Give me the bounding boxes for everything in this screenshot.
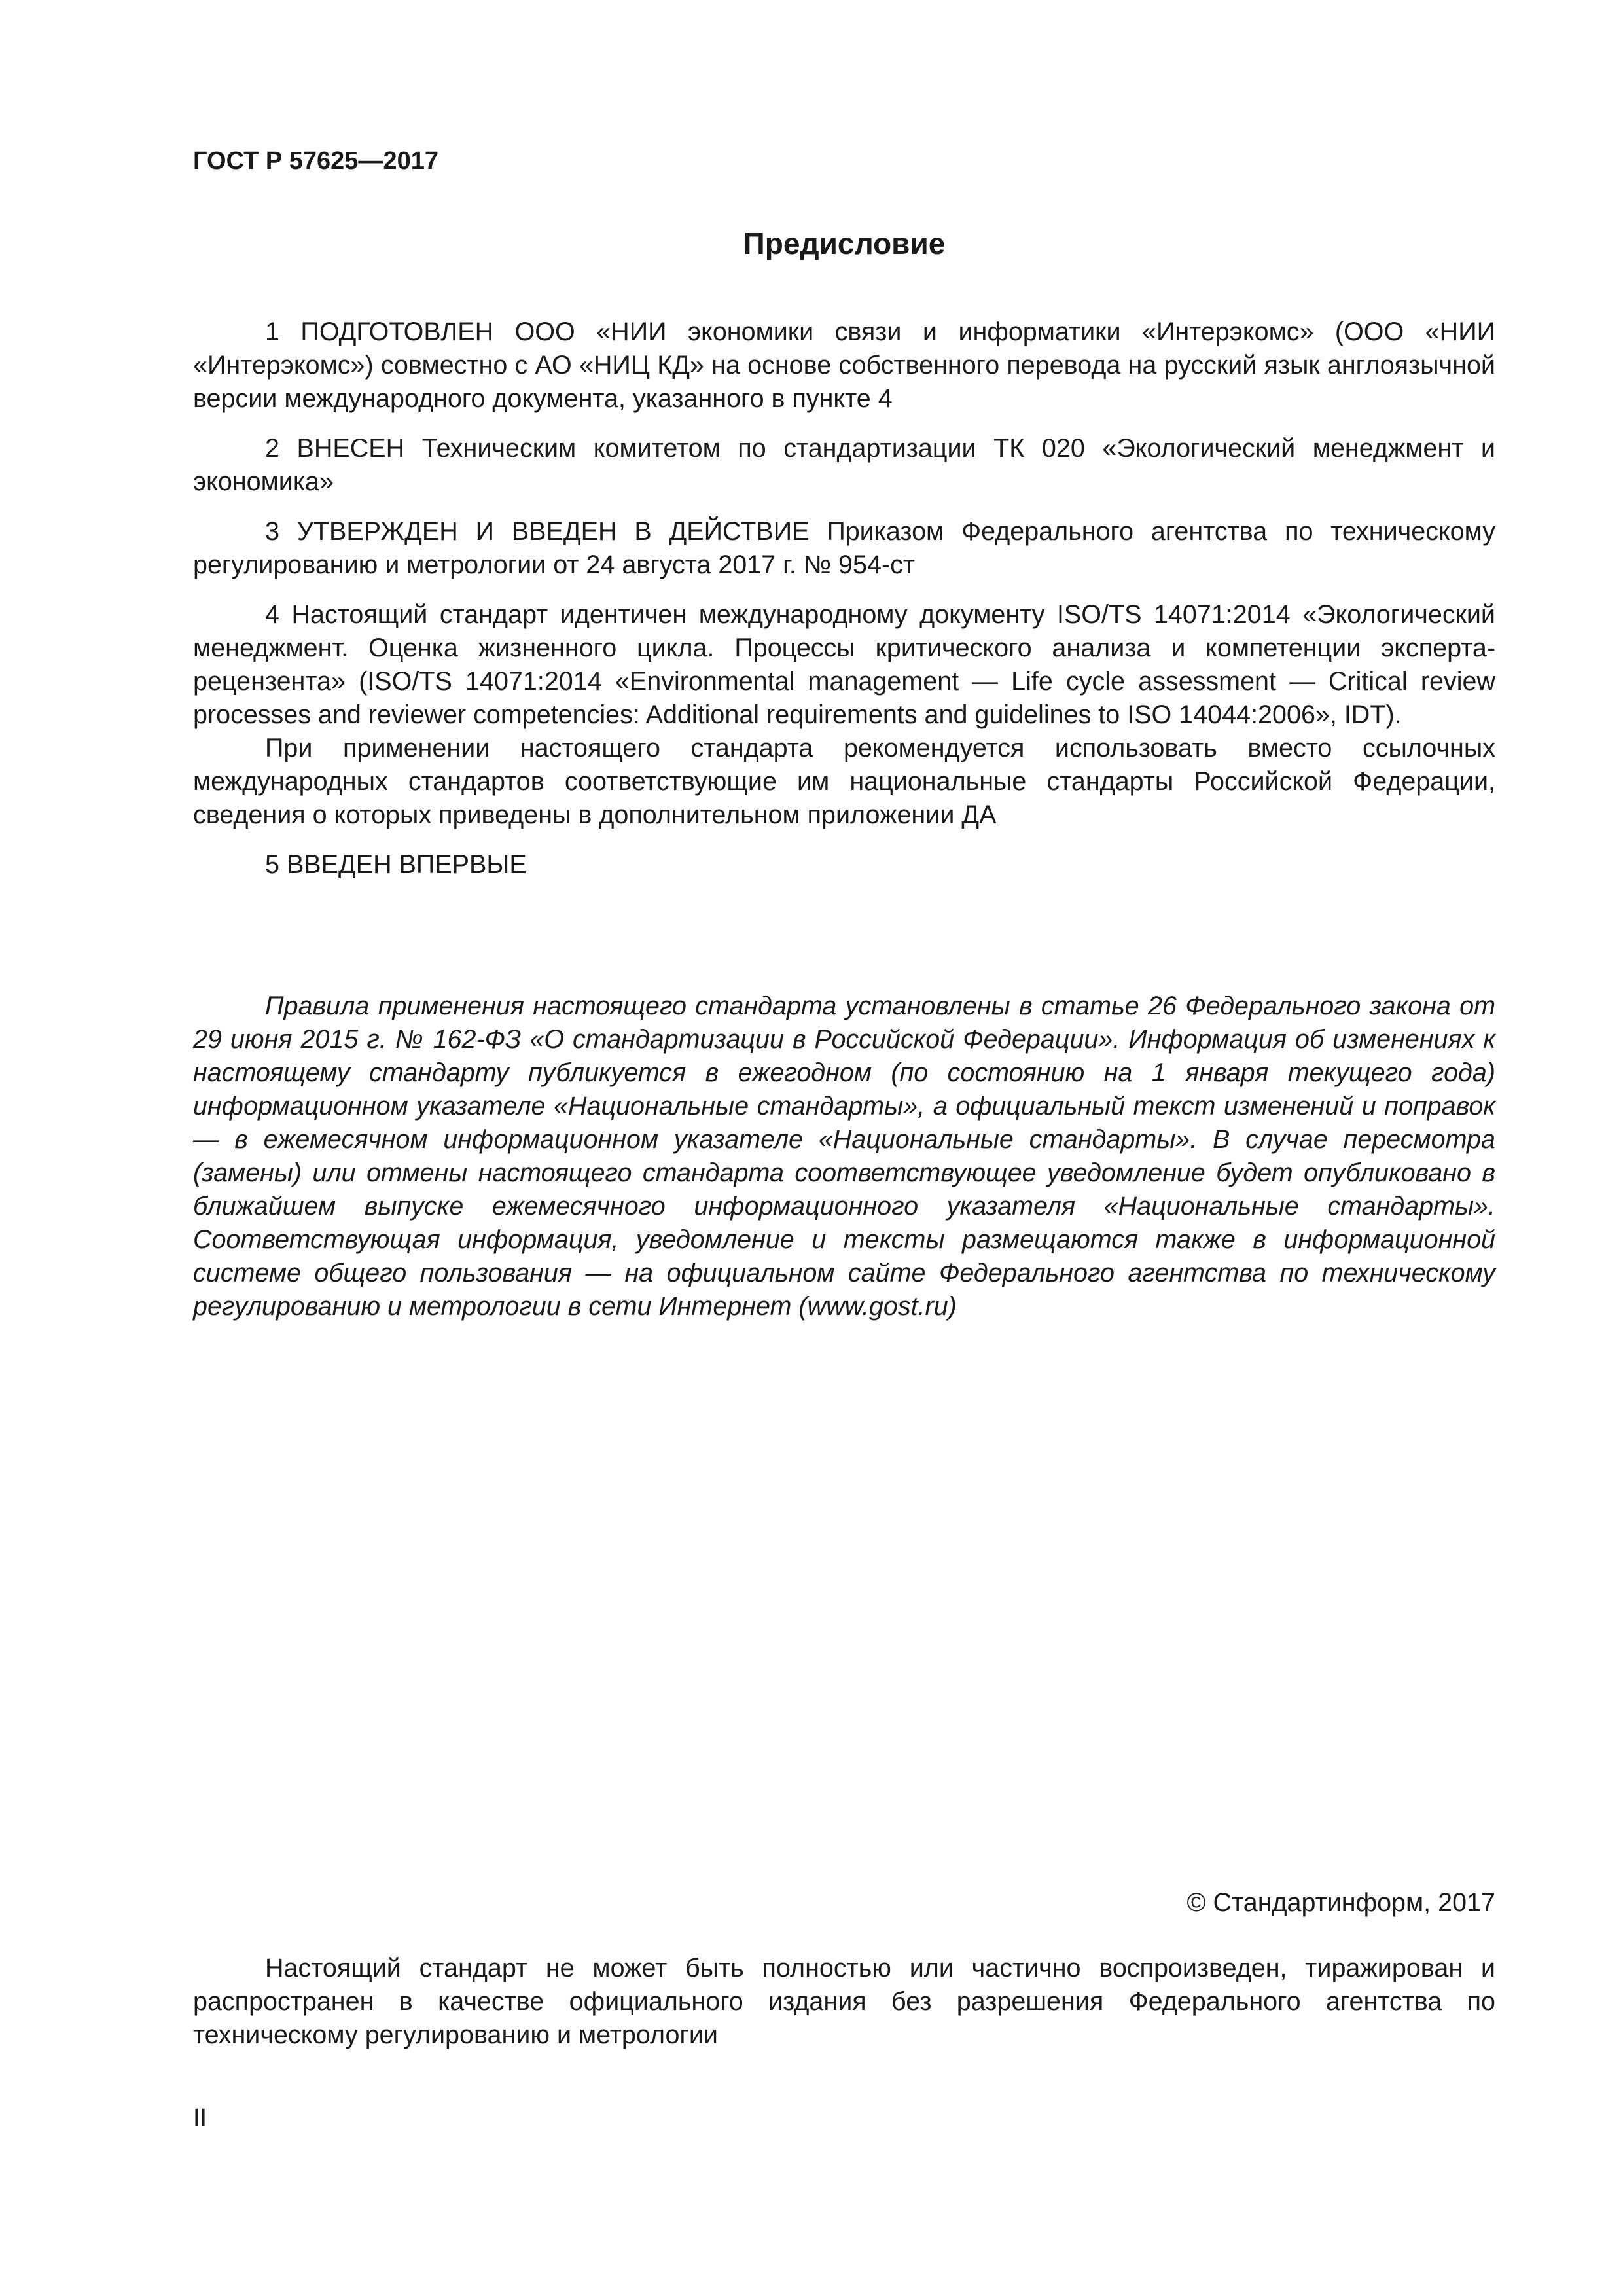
- reproduction-notice: Настоящий стандарт не может быть полностью или частично воспроизведен, тиражирован и распространен в качестве официального издания без разрешения Федерального агентства по техническому регулированию и метрологии: [193, 1954, 1495, 2049]
- preface-item-4-note: При применении настоящего стандарта рекомендуется использовать вместо ссылочных международных стандартов соответствующие им национальные стандарты Российской Федерации, сведения о которых приведены в дополнительном приложении ДА: [193, 734, 1495, 829]
- preface-item-4: 4 Настоящий стандарт идентичен международному документу ISO/TS 14071:2014 «Экологический менеджмент. Оценка жизненного цикла. Процессы критического анализа и компетенции эксперта-рецензента» (ISO/TS 14071:2014 «Environmental management — Life cycle assessment — Critical review processes and reviewer competencies: Additional requirements and guidelines to ISO 14044:2006», IDT).: [193, 600, 1495, 729]
- preface-body: [193, 315, 1495, 898]
- document-code: ГОСТ Р 57625—2017: [193, 147, 438, 175]
- page-title: Предисловие: [743, 226, 946, 260]
- page-number: II: [193, 2104, 207, 2132]
- preface-item-2: 2 ВНЕСЕН Техническим комитетом по стандартизации ТК 020 «Экологический менеджмент и экономика»: [193, 434, 1495, 496]
- application-rules-notice: Правила применения настоящего стандарта установлены в статье 26 Федерального закона от 29 июня 2015 г. № 162-ФЗ «О стандартизации в Российской Федерации». Информация об изменениях к настоящему стандарту публикуется в ежегодном (по состоянию на 1 января текущего года) информационном указателе «Национальные стандарты», а официальный текст изменений и поправок — в ежемесячном информационном указателе «Национальные стандарты». В случае пересмотра (замены) или отмены настоящего стандарта соответствующее уведомление будет опубликовано в ближайшем выпуске ежемесячного информационного указателя «Национальные стандарты». Соответствующая информация, уведомление и тексты размещаются также в информационной системе общего пользования — на официальном сайте Федерального агентства по техническому регулированию и метрологии в сети Интернет (www.gost.ru): [193, 992, 1495, 1321]
- copyright-line: © Стандартинформ, 2017: [1186, 1888, 1495, 1917]
- preface-item-5: 5 ВВЕДЕН ВПЕРВЫЕ: [265, 850, 527, 879]
- preface-item-3: 3 УТВЕРЖДЕН И ВВЕДЕН В ДЕЙСТВИЕ Приказом Федерального агентства по техническому регулированию и метрологии от 24 августа 2017 г. № 954-ст: [193, 517, 1495, 579]
- preface-item-1: 1 ПОДГОТОВЛЕН ООО «НИИ экономики связи и информатики «Интерэкомс» (ООО «НИИ «Интерэкомс») совместно с АО «НИЦ КД» на основе собственного перевода на русский язык англоязычной версии международного документа, указанного в пункте 4: [193, 317, 1495, 413]
